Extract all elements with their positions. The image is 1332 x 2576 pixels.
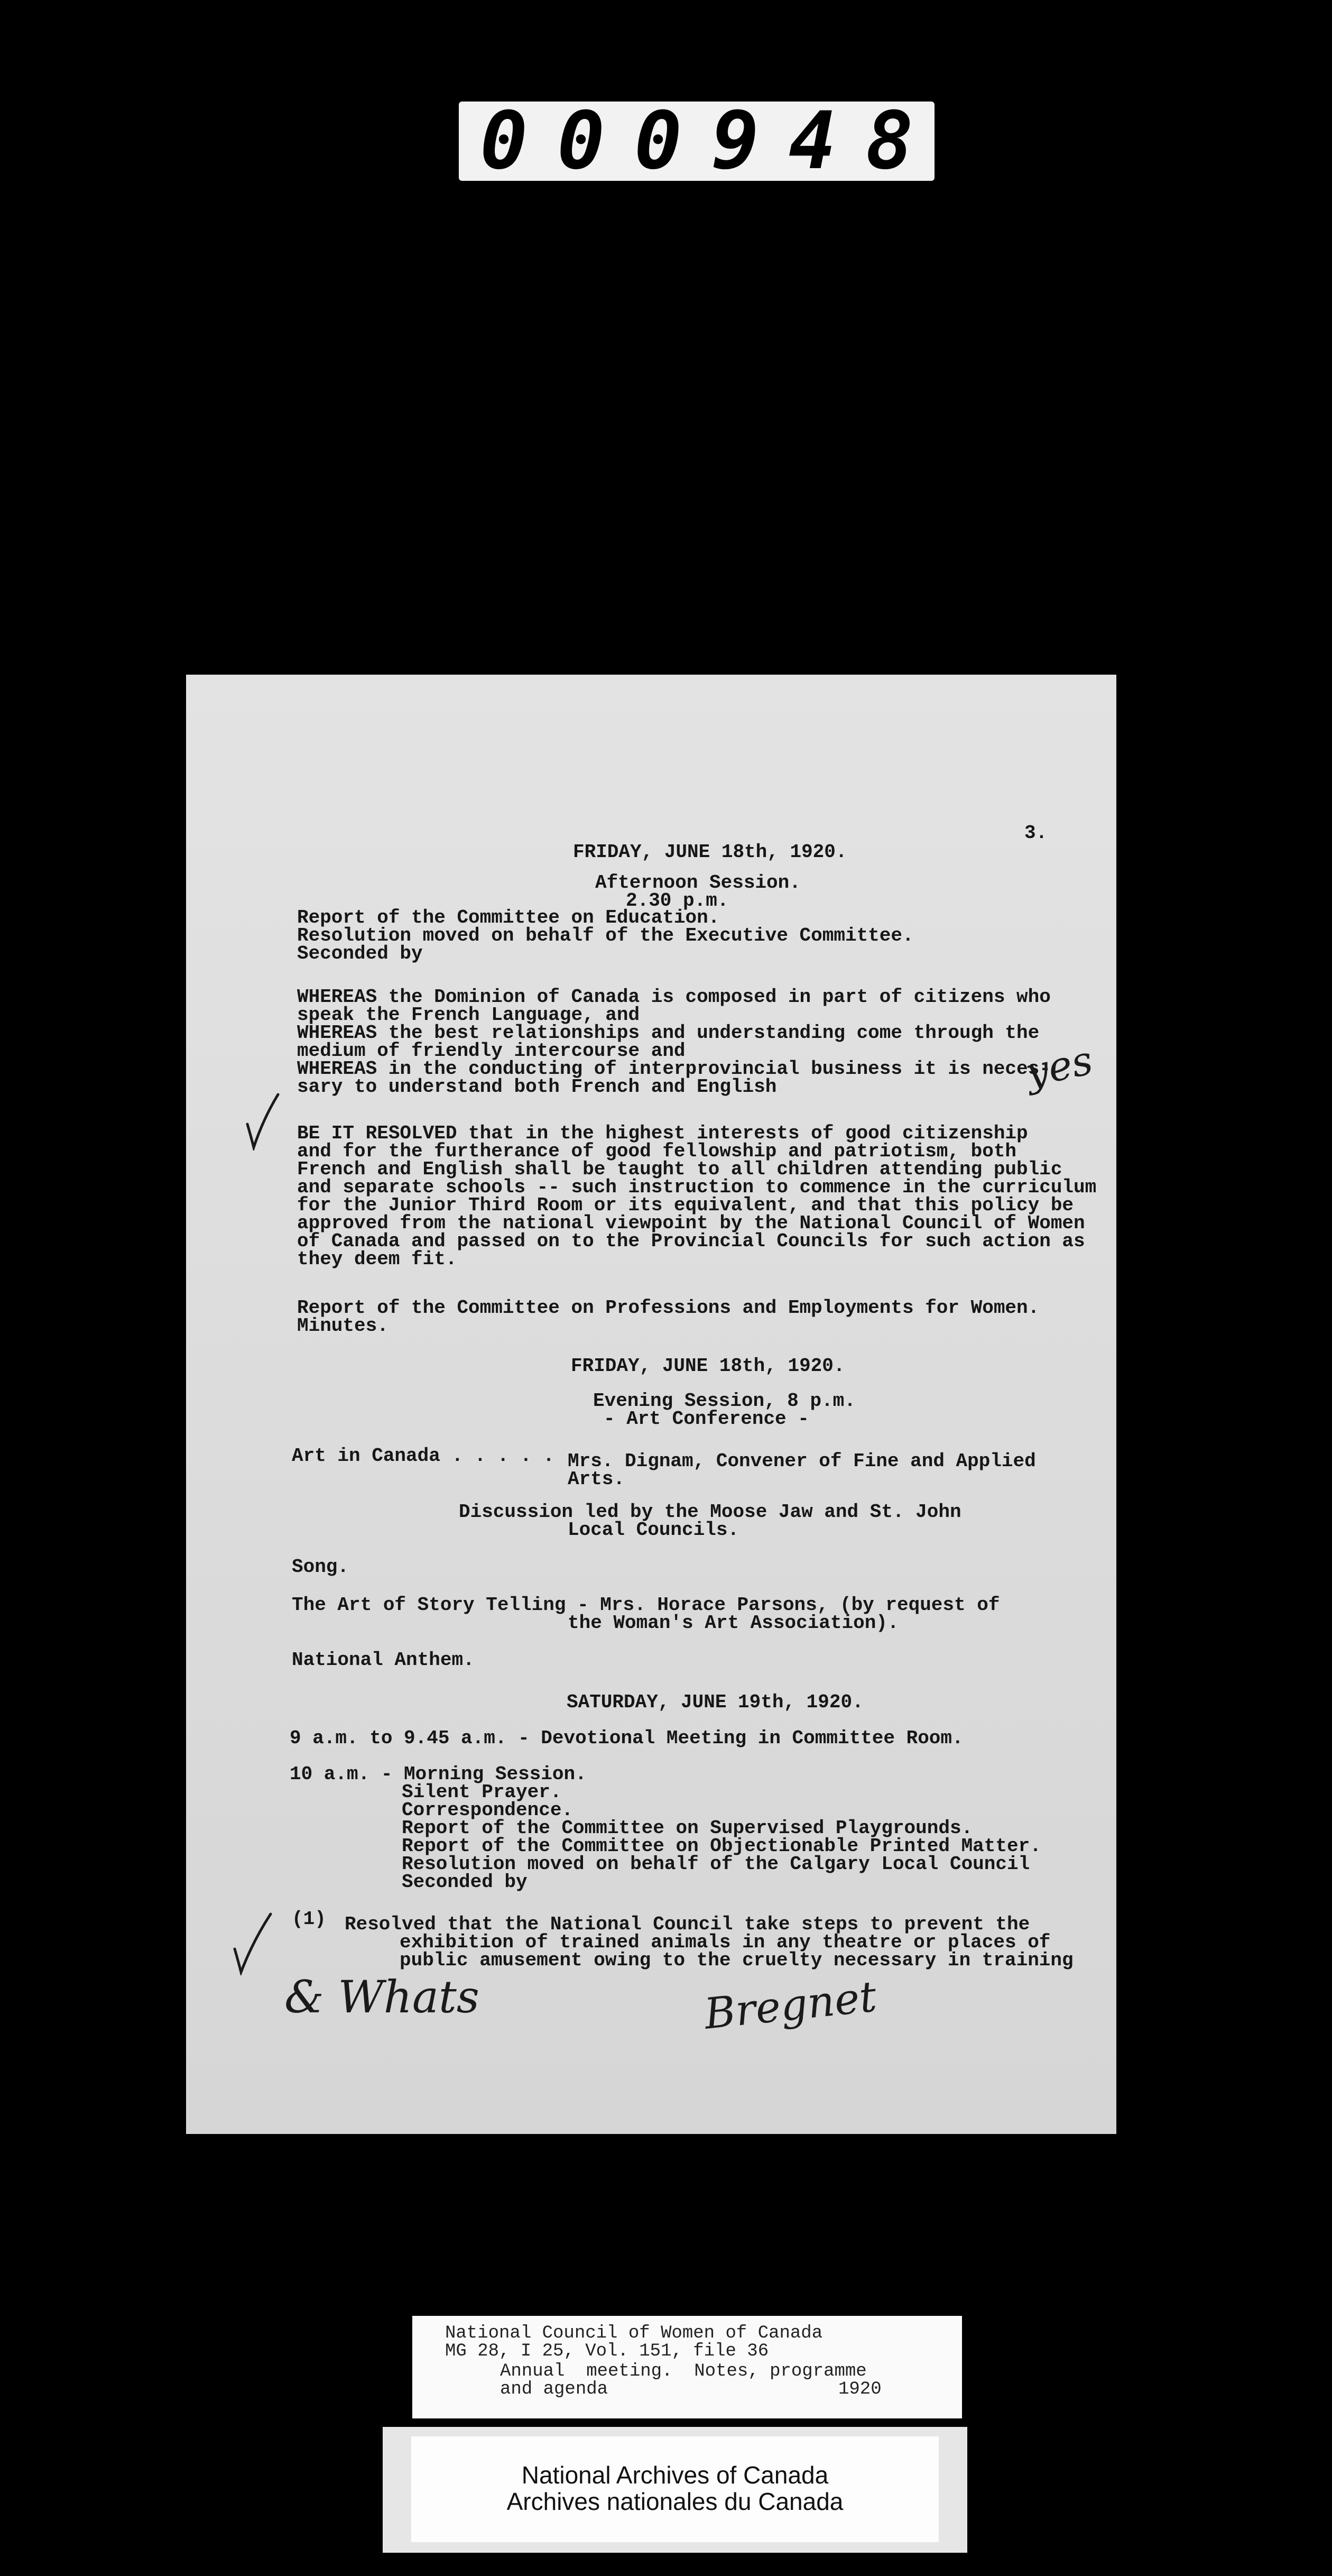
checkmark-icon bbox=[232, 1912, 274, 1975]
session-title: Afternoon Session. bbox=[595, 872, 801, 894]
text-line: Correspondence. bbox=[402, 1799, 574, 1821]
text-line: Resolution moved on behalf of the Calgary Local Council bbox=[402, 1853, 1030, 1875]
frame-digit: 4 bbox=[788, 95, 837, 187]
label-line: National Council of Women of Canada bbox=[445, 2323, 823, 2343]
text-line: they deem fit. bbox=[297, 1248, 457, 1270]
text-line: 10 a.m. - Morning Session. bbox=[290, 1763, 587, 1785]
text-line: BE IT RESOLVED that in the highest interests of good citizenship bbox=[297, 1123, 1028, 1144]
archives-stamp bbox=[383, 2427, 967, 2553]
text-line: WHEREAS in the conducting of interprovincial business it is neces- bbox=[297, 1058, 1051, 1080]
session-subtitle: - Art Conference - bbox=[604, 1408, 809, 1430]
text-line: public amusement owing to the cruelty necessary in training bbox=[400, 1949, 1074, 1971]
text-line: sary to understand both French and English bbox=[297, 1076, 777, 1098]
text-line: Report of the Committee on Education. bbox=[297, 907, 720, 928]
text-line: and for the furtherance of good fellowship and patriotism, both bbox=[297, 1140, 1017, 1162]
text-line: Seconded by bbox=[402, 1871, 528, 1893]
text-line: exhibition of trained animals in any theatre or places of bbox=[400, 1931, 1051, 1953]
label-line: 1920 bbox=[838, 2379, 882, 2399]
text-line: the Woman's Art Association). bbox=[568, 1612, 899, 1634]
text-line: Report of the Committee on Professions and Employments for Women. bbox=[297, 1297, 1040, 1319]
frame-counter bbox=[459, 95, 935, 187]
text-line: speak the French Language, and bbox=[297, 1004, 640, 1026]
text-line: medium of friendly intercourse and bbox=[297, 1040, 686, 1062]
archive-label bbox=[412, 2316, 962, 2418]
text-line: Mrs. Dignam, Convener of Fine and Applied bbox=[568, 1450, 1036, 1472]
text-line: for the Junior Third Room or its equivalent, and that this policy be bbox=[297, 1194, 1074, 1216]
text-line: Silent Prayer. bbox=[402, 1781, 562, 1803]
page-number: 3. bbox=[1024, 822, 1048, 844]
text-line: WHEREAS the Dominion of Canada is composed in part of citizens who bbox=[297, 986, 1051, 1008]
text-line: WHEREAS the best relationships and understanding come through the bbox=[297, 1022, 1040, 1044]
frame-digit: 0 bbox=[480, 95, 528, 187]
text-line: Minutes. bbox=[297, 1315, 388, 1337]
archives-name-fr: Archives nationales du Canada bbox=[506, 2488, 844, 2515]
handwritten-margin-note: yes bbox=[1021, 1036, 1097, 1097]
text-line: Art in Canada . . . . . bbox=[292, 1445, 554, 1467]
text-line: 9 a.m. to 9.45 a.m. - Devotional Meeting in Committee Room. bbox=[290, 1727, 964, 1749]
label-line: Annual meeting. Notes, programme bbox=[500, 2361, 867, 2381]
archives-stamp-panel bbox=[411, 2436, 939, 2542]
text-line: French and English shall be taught to all children attending public bbox=[297, 1158, 1062, 1180]
text-line: The Art of Story Telling - Mrs. Horace Parsons, (by request of bbox=[292, 1594, 1000, 1616]
text-line: Arts. bbox=[568, 1468, 625, 1490]
text-line: of Canada and passed on to the Provincial Councils for such action as bbox=[297, 1230, 1085, 1252]
label-line: and agenda bbox=[500, 2379, 608, 2399]
checkmark-icon bbox=[244, 1092, 281, 1151]
text-line: Local Councils. bbox=[568, 1519, 739, 1541]
handwritten-note: & Whats bbox=[284, 1971, 479, 2023]
date-heading: FRIDAY, JUNE 18th, 1920. bbox=[571, 1355, 845, 1377]
date-heading: SATURDAY, JUNE 19th, 1920. bbox=[567, 1691, 864, 1713]
text-line: Seconded by bbox=[297, 943, 423, 964]
item-number: (1) bbox=[292, 1908, 326, 1930]
archives-name-en: National Archives of Canada bbox=[521, 2461, 829, 2489]
frame-digit: 0 bbox=[557, 95, 605, 187]
frame-digit: 0 bbox=[634, 95, 682, 187]
text-line: and separate schools -- such instruction to commence in the curriculum bbox=[297, 1176, 1097, 1198]
frame-digit: 9 bbox=[711, 95, 760, 187]
text-line: Resolution moved on behalf of the Executive Committee. bbox=[297, 925, 914, 946]
date-heading: FRIDAY, JUNE 18th, 1920. bbox=[573, 841, 847, 863]
text-line: Report of the Committee on Objectionable Printed Matter. bbox=[402, 1835, 1041, 1857]
text-line: approved from the national viewpoint by the National Council of Women bbox=[297, 1212, 1085, 1234]
handwritten-note: Bregnet bbox=[702, 1972, 879, 2039]
label-line: MG 28, I 25, Vol. 151, file 36 bbox=[445, 2341, 769, 2361]
session-time: 2.30 p.m. bbox=[626, 890, 729, 912]
session-title: Evening Session, 8 p.m. bbox=[593, 1390, 856, 1412]
text-line: National Anthem. bbox=[292, 1649, 475, 1671]
text-line: Report of the Committee on Supervised Playgrounds. bbox=[402, 1817, 973, 1839]
frame-digit: 8 bbox=[865, 95, 913, 187]
text-line: Song. bbox=[292, 1556, 349, 1578]
text-line: Discussion led by the Moose Jaw and St. John bbox=[459, 1501, 961, 1523]
document-page bbox=[186, 675, 1116, 2134]
text-line: Resolved that the National Council take steps to prevent the bbox=[345, 1913, 1030, 1935]
